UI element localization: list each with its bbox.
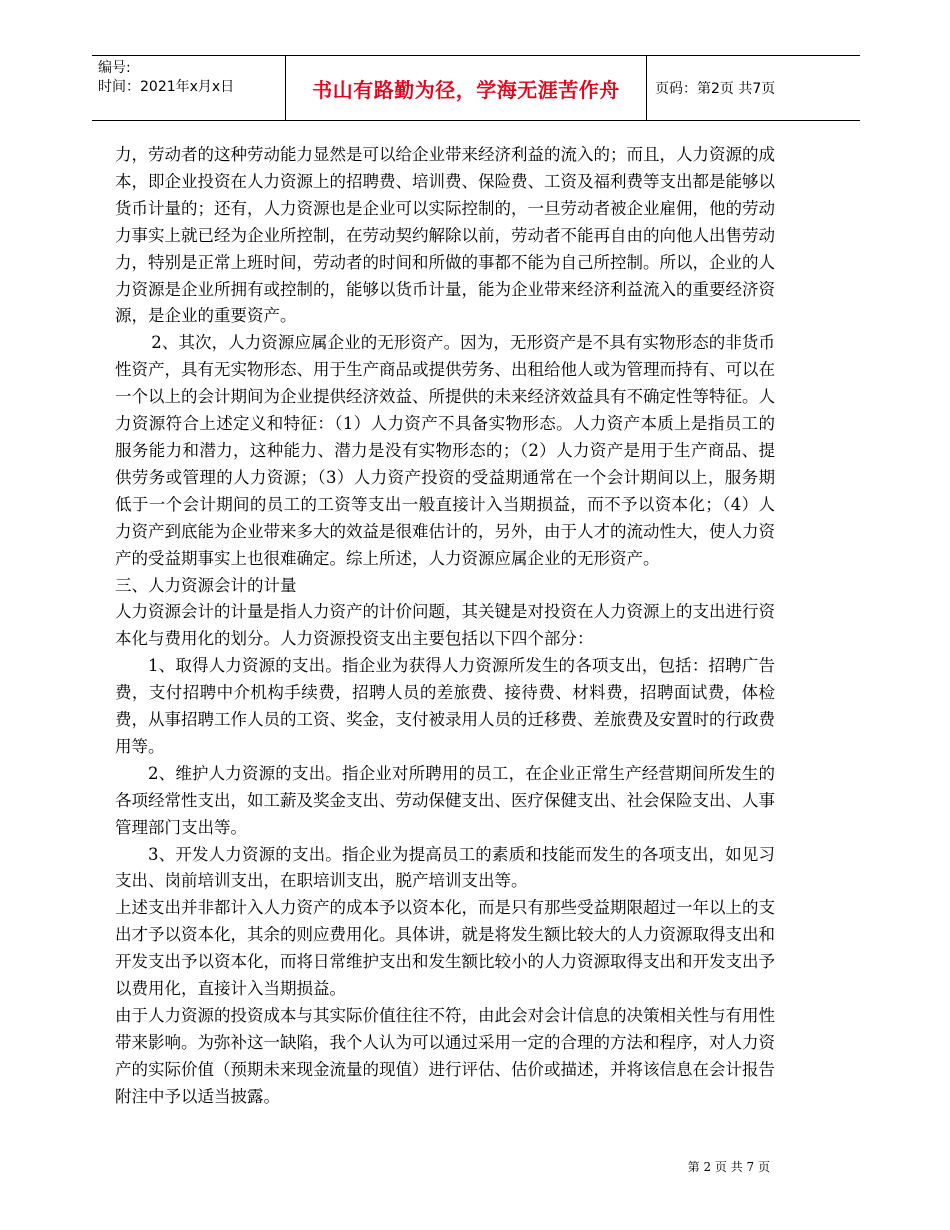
paragraph: 人力资源会计的计量是指人力资产的计价问题，其关键是对投资在人力资源上的支出进行资本化与费用化的划分。人力资源投资支出主要包括以下四个部分： (115, 602, 775, 649)
list-item: 1、取得人力资源的支出。指企业为获得人力资源所发生的各项支出，包括：招聘广告费，支付招聘中介机构手续费，招聘人员的差旅费、接待费、材料费，招聘面试费，体检费，从事招聘工作人员的工资、奖金，支付被录用人员的迁移费、差旅费及安置时的行政费用等。 (115, 656, 775, 756)
paragraph: 上述支出并非都计入人力资产的成本予以资本化，而是只有那些受益期限超过一年以上的支出才予以资本化，其余的则应费用化。具体讲，就是将发生额比较大的人力资源取得支出和开发支出予以资本化，而将日常维护支出和发生额比较小的人力资源取得支出和开发支出予以费用化，直接计入当期损益。 (115, 898, 775, 999)
paragraph: 力，劳动者的这种劳动能力显然是可以给企业带来经济利益的流入的；而且，人力资源的成本，即企业投资在人力资源上的招聘费、培训费、保险费、工资及福利费等支出都是能够以货币计量的；还有，人力资源也是企业可以实际控制的，一旦劳动者被企业雇佣，他的劳动力事实上就已经为企业所控制，在劳动契约解除以前，劳动者不能再自由的向他人出售劳动力，特别是正常上班时间，劳动者的时间和所做的事都不能为自己所控制。所以，企业的人力资源是企业所拥有或控制的，能够以货币计量，能为企业带来经济利益流入的重要经济资源，是企业的重要资产。 (115, 145, 775, 326)
header-meta (92, 56, 285, 120)
paragraph: 由于人力资源的投资成本与其实际价值往往不符，由此会对会计信息的决策相关性与有用性带来影响。为弥补这一缺陷，我个人认为可以通过采用一定的合理的方法和程序，对人力资产的实际价值（预期未来现金流量的现值）进行评估、估价或描述，并将该信息在会计报告附注中予以适当披露。 (115, 1006, 775, 1106)
document-number-label: 编号: (98, 60, 131, 76)
list-item: 2、维护人力资源的支出。指企业对所聘用的员工，在企业正常生产经营期间所发生的各项经常性支出，如工薪及奖金支出、劳动保健支出、医疗保健支出、社会保险支出、人事管理部门支出等。 (115, 763, 775, 837)
list-item: 3、开发人力资源的支出。指企业为提高员工的素质和技能而发生的各项支出，如见习支出、岗前培训支出，在职培训支出，脱产培训支出等。 (115, 844, 775, 891)
section-heading: 三、人力资源会计的计量 (115, 575, 297, 595)
header-page-info: 页码：第2页 共7页 (655, 81, 776, 97)
header-motto: 书山有路勤为径，学海无涯苦作舟 (285, 56, 647, 120)
page-header (92, 55, 860, 121)
paragraph: 2、其次，人力资源应属企业的无形资产。因为，无形资产是不具有实物形态的非货币性资产，具有无实物形态、用于生产商品或提供劳务、出租给他人或为管理而持有、可以在一个以上的会计期间为企业提供经济效益、所提供的未来经济效益具有不确定性等特征。人力资源符合上述定义和特征：（1）人力资产不具备实物形态。人力资产本质上是指员工的服务能力和潜力，这种能力、潜力是没有实物形态的；（2）人力资产是用于生产商品、提供劳务或管理的人力资源；（3）人力资产投资的受益期通常在一个会计期间以上，服务期低于一个会计期间的员工的工资等支出一般直接计入当期损益，而不予以资本化；（4）人力资产到底能为企业带来多大的效益是很难估计的，另外，由于人才的流动性大，使人力资产的受益期事实上也很难确定。综上所述，人力资源应属企业的无形资产。 (115, 333, 775, 568)
page-footer: 第 2 页 共 7 页 (687, 1160, 770, 1174)
document-time-label: 时间：2021年x月x日 (98, 79, 235, 95)
document-body (115, 142, 775, 1111)
